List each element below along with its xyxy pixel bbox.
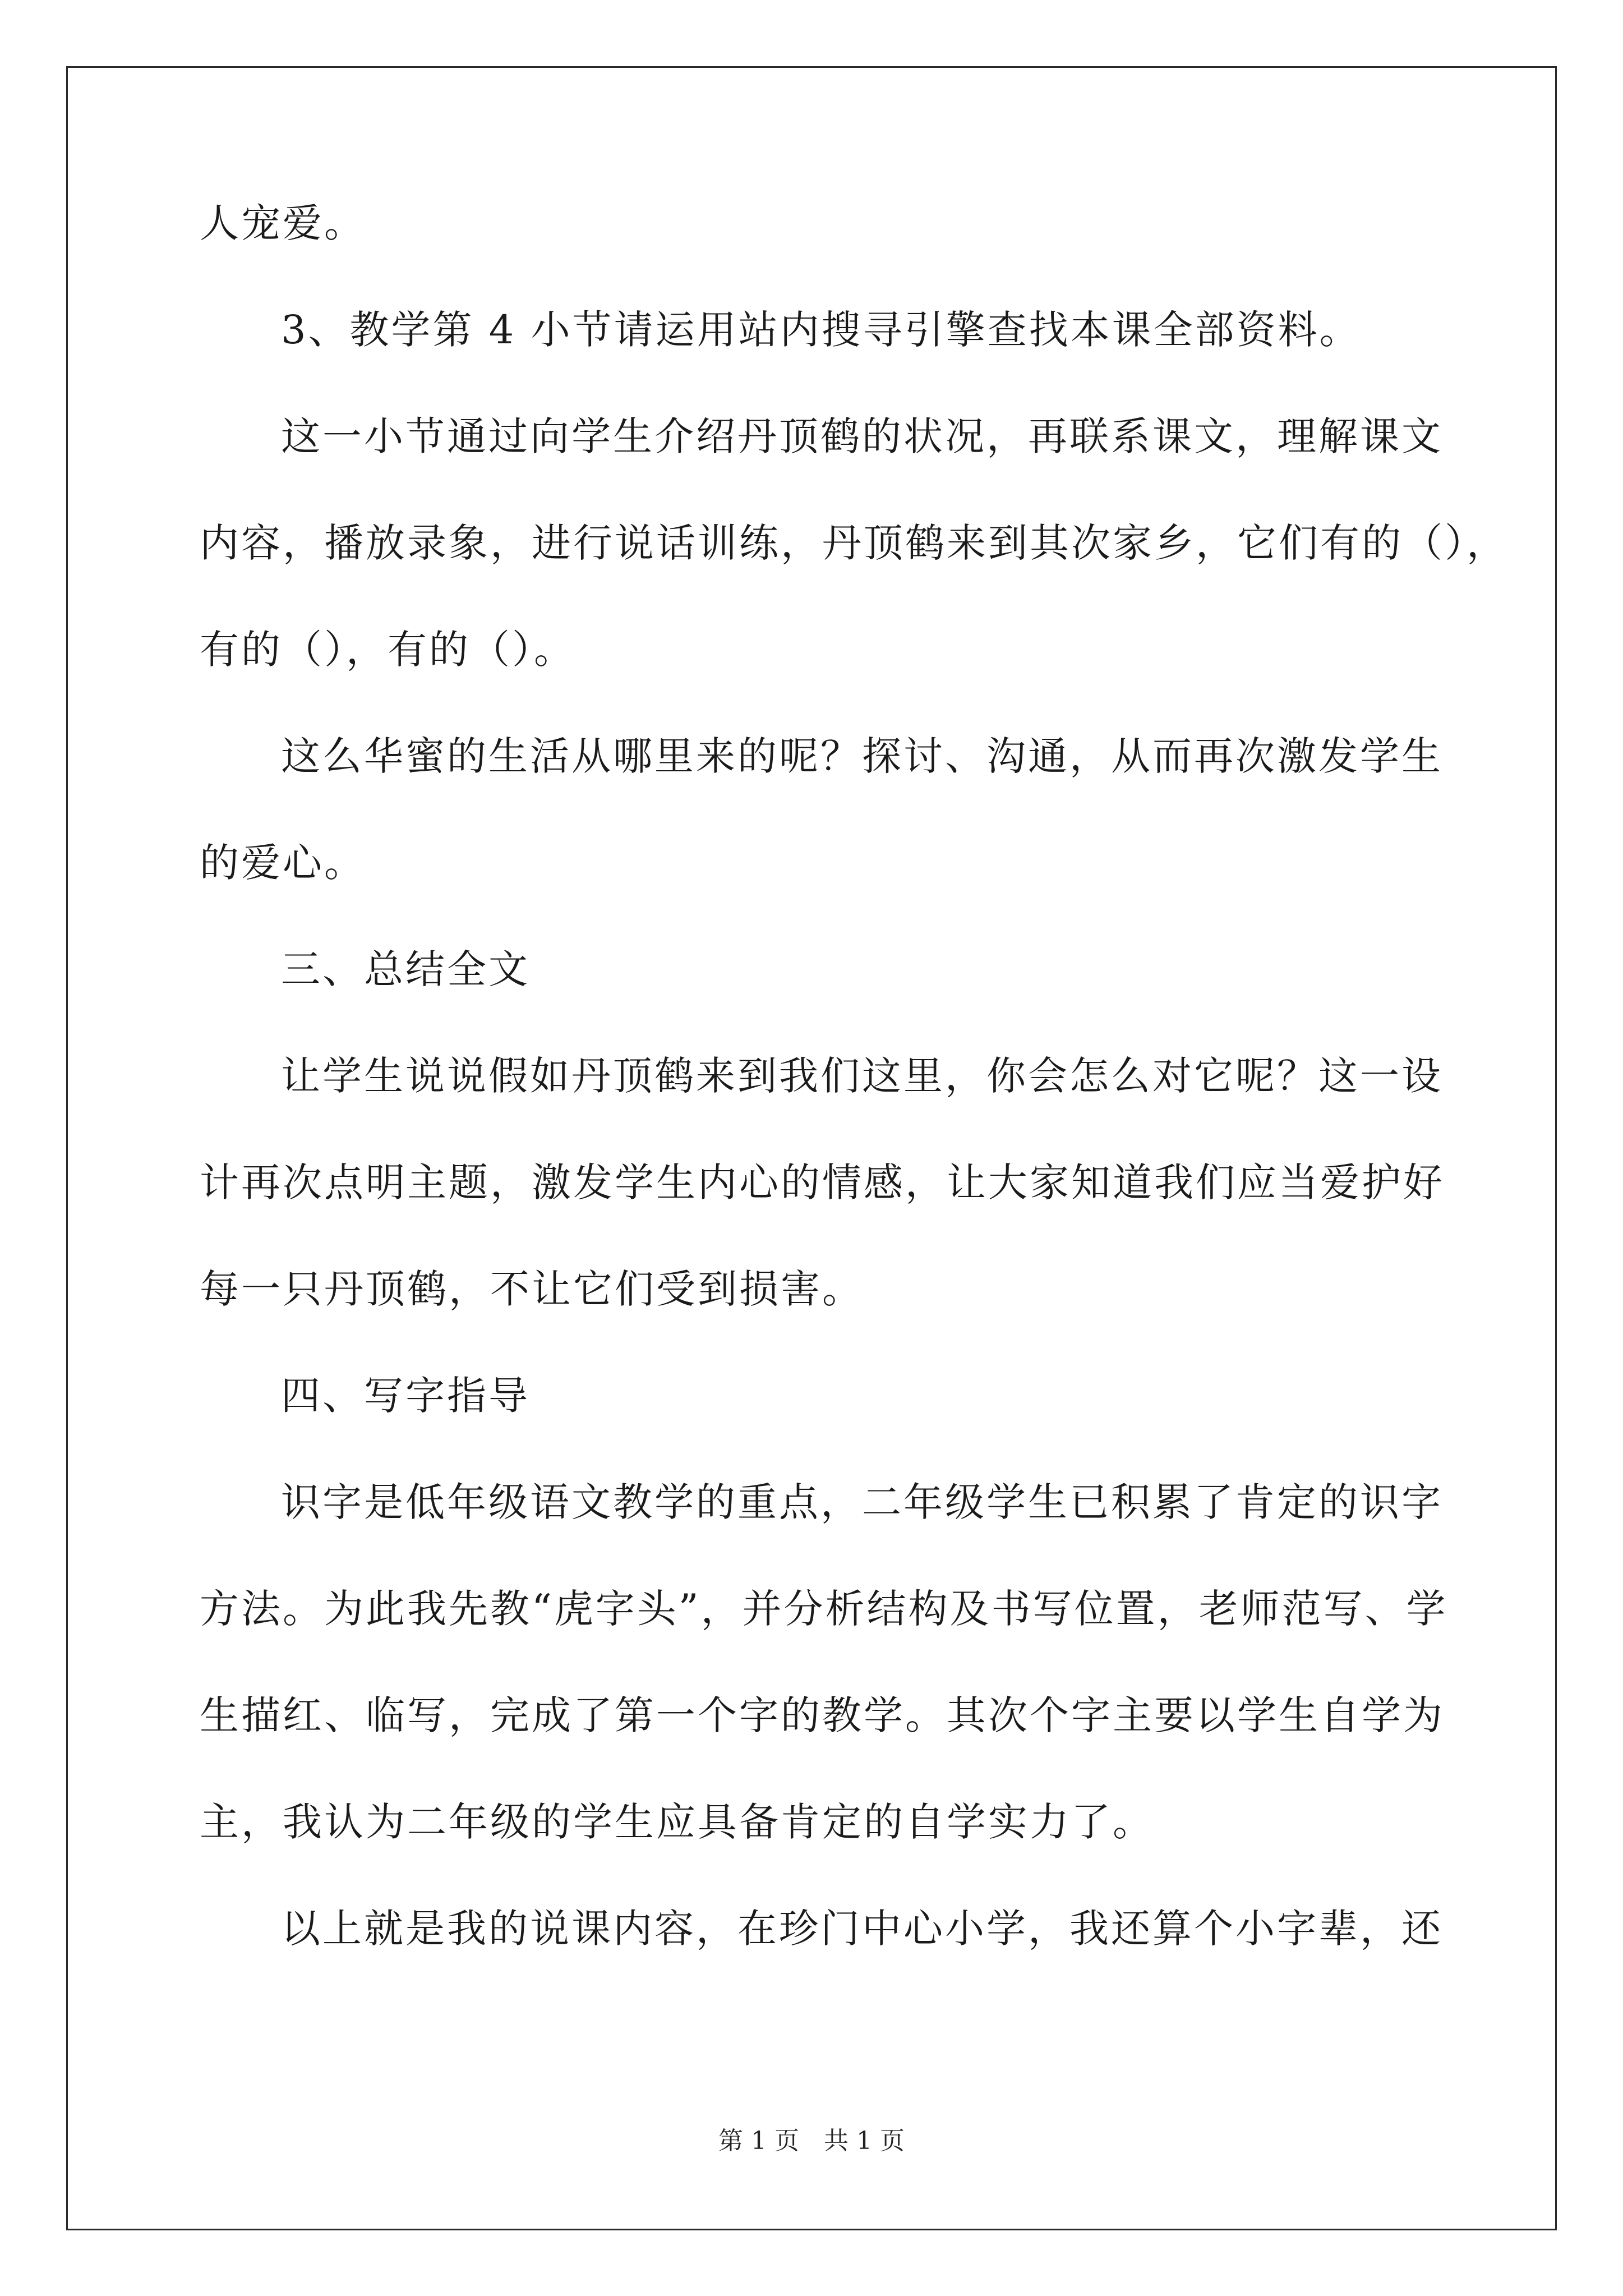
paragraph-line: 生描红、临写，完成了第一个字的教学。其次个字主要以学生自学为 [200,1692,1445,1738]
paragraph-line: 让学生说说假如丹顶鹤来到我们这里，你会怎么对它呢？这一设 [281,1053,1443,1099]
paragraph-line: 每一只丹顶鹤，不让它们受到损害。 [200,1266,864,1312]
page-footer [0,2127,1623,2155]
document-body [200,200,1508,1952]
paragraph-line: 方法。为此我先教“虎字头”，并分析结构及书写位置，老师范写、学 [200,1586,1448,1632]
paragraph-line: 3、教学第 4 小节请运用站内搜寻引擎查找本课全部资料。 [281,307,1361,353]
paragraph-line: 的爱心。 [200,840,366,886]
section-heading: 三、总结全文 [281,946,530,992]
paragraph-line: 这么华蜜的生活从哪里来的呢？探讨、沟通，从而再次激发学生 [281,733,1443,779]
paragraph-line: 识字是低年级语文教学的重点，二年级学生已积累了肯定的识字 [281,1479,1443,1525]
paragraph-line: 主，我认为二年级的学生应具备肯定的自学实力了。 [200,1799,1154,1845]
paragraph-line: 这一小节通过向学生介绍丹顶鹤的状况，再联系课文，理解课文 [281,413,1443,459]
paragraph-line: 内容，播放录象，进行说话训练，丹顶鹤来到其次家乡，它们有的（）， [200,520,1508,566]
paragraph-line: 有的（），有的（）。 [200,627,575,673]
paragraph-line: 以上就是我的说课内容，在珍门中心小学，我还算个小字辈，还 [281,1906,1443,1952]
page-number-label: 第 1 页 共 1 页 [718,2127,905,2155]
paragraph-line: 计再次点明主题，激发学生内心的情感，让大家知道我们应当爱护好 [200,1159,1445,1205]
paragraph-line: 人宠爱。 [200,200,366,246]
section-heading: 四、写字指导 [281,1373,530,1419]
